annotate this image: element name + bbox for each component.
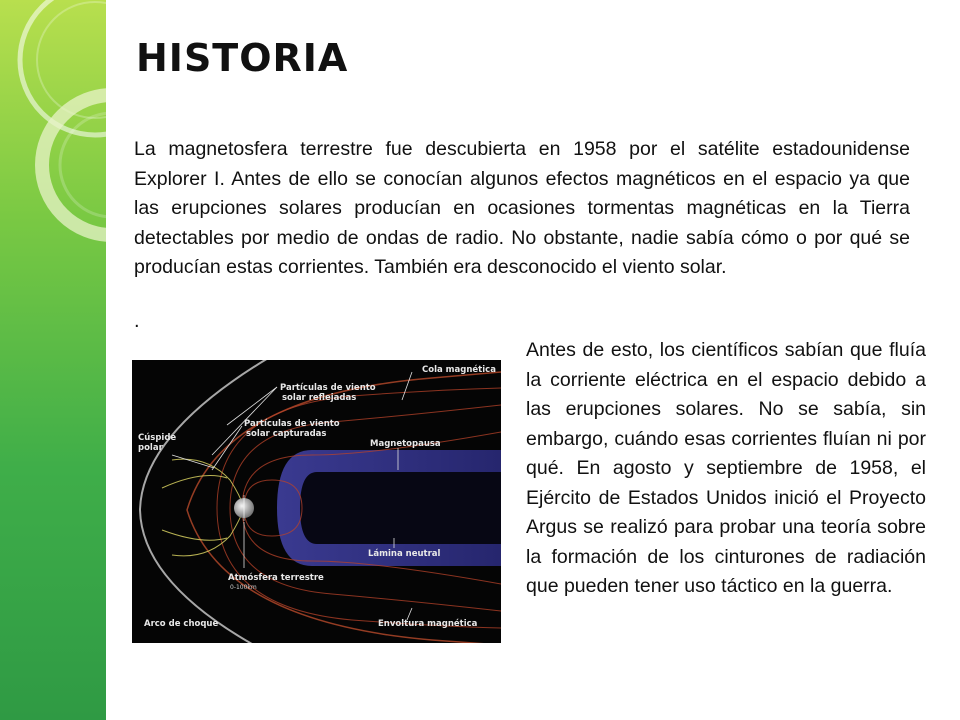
label-reflejadas-2: solar reflejadas bbox=[282, 393, 357, 403]
label-magnetopausa: Magnetopausa bbox=[370, 439, 441, 449]
label-cuspide-1: Cúspide bbox=[138, 433, 177, 443]
plasma-inner bbox=[300, 472, 501, 544]
label-arco-choque: Arco de choque bbox=[144, 619, 219, 629]
history-paragraph-1: La magnetosfera terrestre fue descubierta en 1958 por el satélite estadounidense Explorer I. Antes de ello se conocían algunos efectos magnéticos en el espacio ya que las erupciones solares producían en ocasiones tormentas magnéticas en la Tierra detectables por medio de ondas de radio. No obstante, nadie sabía cómo o por qué se producían estas corrientes. También era desconocido el viento solar. bbox=[134, 138, 910, 278]
label-atmosfera-sub: 0-100km bbox=[230, 584, 257, 591]
label-atmosfera: Atmósfera terrestre bbox=[228, 573, 324, 583]
label-capturadas-2: solar capturadas bbox=[246, 429, 327, 439]
label-envoltura: Envoltura magnética bbox=[378, 619, 478, 629]
decorative-circles bbox=[0, 0, 106, 720]
particle-paths bbox=[162, 459, 244, 556]
page-title: HISTORIA bbox=[136, 36, 349, 80]
label-cuspide-2: polar bbox=[138, 443, 163, 453]
separator-dot: . bbox=[134, 310, 140, 332]
magnetosphere-illustration bbox=[132, 360, 501, 643]
bow-shock-line bbox=[140, 360, 282, 643]
decorative-side-band bbox=[0, 0, 106, 720]
label-cola-magnetica: Cola magnética bbox=[422, 365, 496, 375]
label-reflejadas-1: Partículas de viento bbox=[280, 383, 376, 393]
magnetosphere-diagram bbox=[132, 360, 501, 643]
history-paragraph-2: Antes de esto, los científicos sabían que fluía la corriente eléctrica en el espacio debido a las erupciones solares. No se sabía, sin embargo, cuándo esas corrientes fluían ni por qué. En agosto y septiembre de 1958, el Ejército de Estados Unidos inició el Proyecto Argus se realizó para probar una teoría sobre la formación de los cinturones de radiación que pueden tener uso táctico en la guerra. bbox=[526, 339, 926, 597]
label-lamina-neutral: Lámina neutral bbox=[368, 549, 441, 559]
label-capturadas-1: Partículas de viento bbox=[244, 419, 340, 429]
